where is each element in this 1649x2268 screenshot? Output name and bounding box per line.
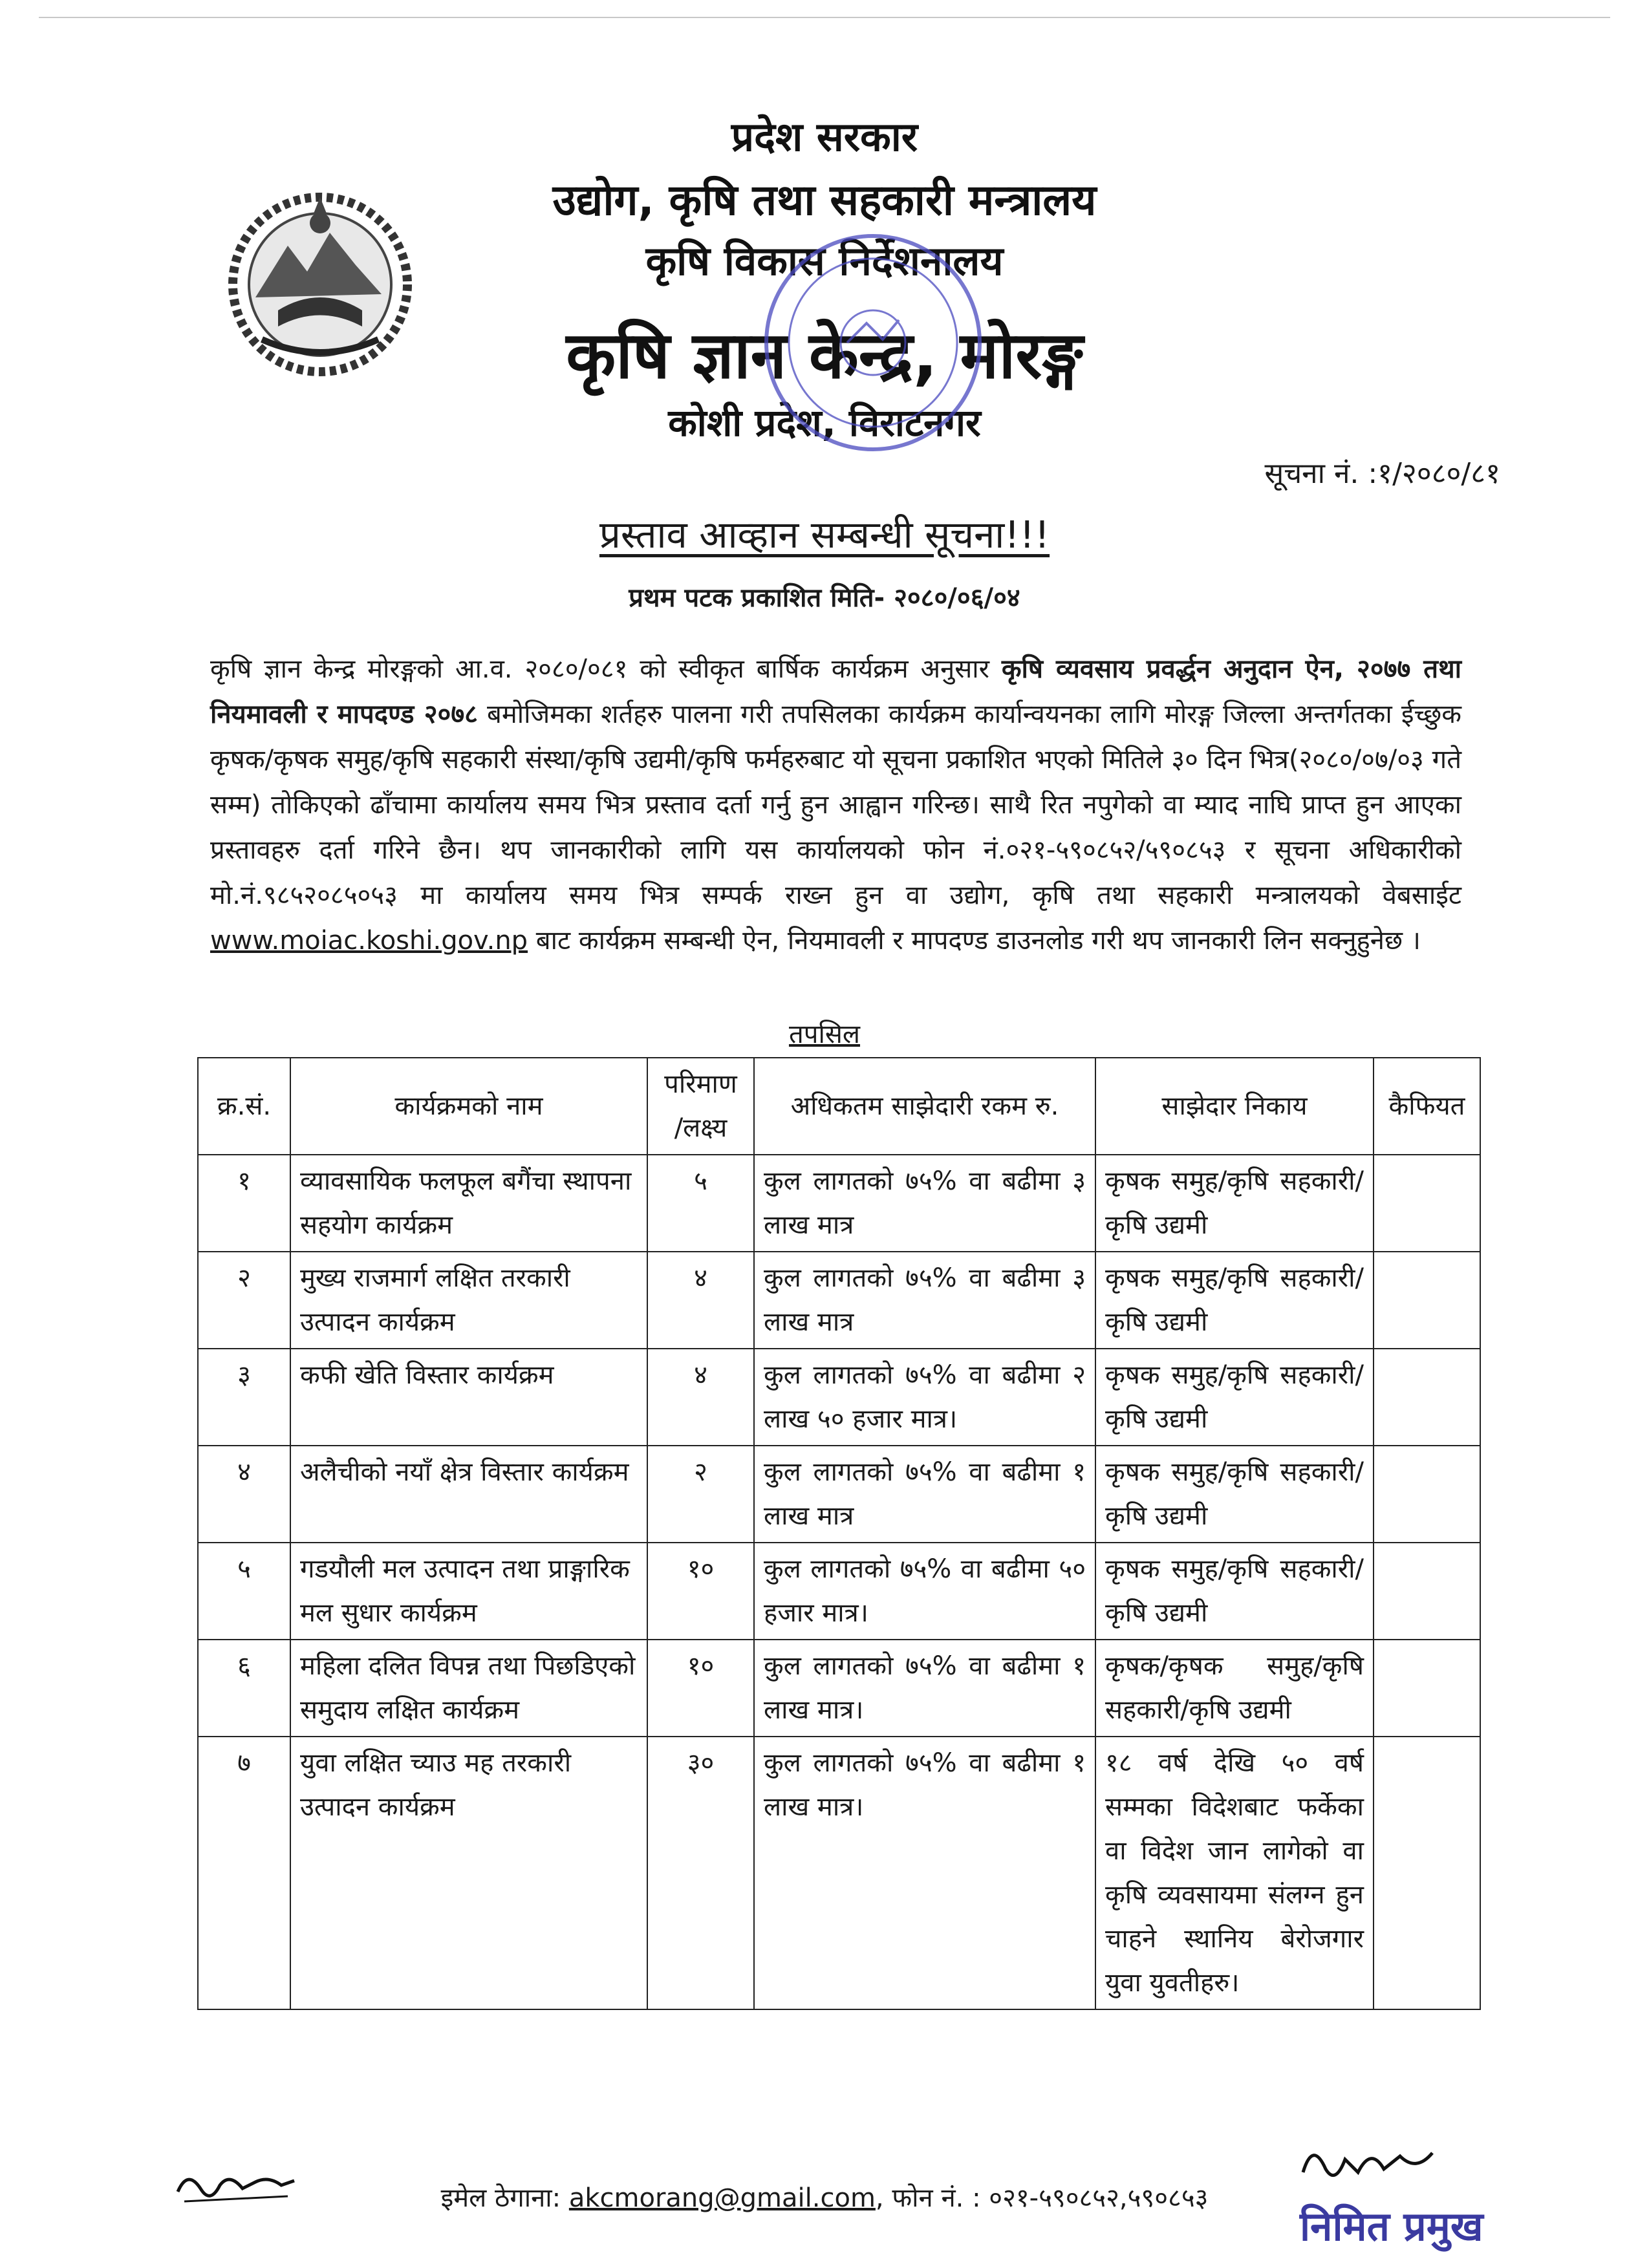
signature-right-icon [1293, 2134, 1461, 2205]
body-text-act: कृषि व्यवसाय प्रवर्द्धन अनुदान ऐन, २०७७ तथा नियमावली र मापदण्ड २०७८ [210, 654, 1461, 729]
body-text-intro: कृषि ज्ञान केन्द्र मोरङ्गको आ.व. २०८०/०८१ को स्वीकृत बार्षिक कार्यक्रम अनुसार [210, 654, 1002, 684]
cell-quantity: १० [647, 1640, 754, 1737]
top-border-line [39, 17, 1610, 18]
cell-max-amount: कुल लागतको ७५% वा बढीमा १ लाख मात्र। [754, 1640, 1095, 1737]
footer-email-label: इमेल ठेगाना: [440, 2183, 569, 2213]
cell-quantity: १० [647, 1543, 754, 1640]
footer-phone: , फोन नं. : ०२१-५९०८५२,५९०८५३ [875, 2183, 1209, 2213]
cell-program-name: गडयौली मल उत्पादन तथा प्राङ्गारिक मल सुधार कार्यक्रम [290, 1543, 647, 1640]
table-row [198, 1446, 1480, 1543]
cell-remarks [1374, 1155, 1480, 1252]
cell-max-amount: कुल लागतको ७५% वा बढीमा १ लाख मात्र। [754, 1737, 1095, 2009]
cell-serial: ४ [198, 1446, 290, 1543]
cell-quantity: ४ [647, 1252, 754, 1349]
table-header-row [198, 1058, 1480, 1155]
notice-title [0, 508, 1649, 559]
cell-remarks [1374, 1737, 1480, 2009]
notice-number: सूचना नं. :१/२०८०/८१ [1264, 457, 1500, 490]
table-row [198, 1640, 1480, 1737]
header-office-address: कोशी प्रदेश, विराटनगर [668, 401, 981, 445]
schedule-label: तपसिल [788, 1020, 861, 1049]
cell-remarks [1374, 1543, 1480, 1640]
acting-chief-stamp: निमित प्रमुख [1300, 2203, 1483, 2250]
table-row [198, 1252, 1480, 1349]
notice-title-text: प्रस्ताव आव्हान सम्बन्धी सूचना!!! [599, 513, 1050, 557]
notice-body-paragraph [210, 647, 1461, 963]
table-row [198, 1543, 1480, 1640]
cell-partner: कृषक समुह/कृषि सहकारी/कृषि उद्यमी [1095, 1252, 1374, 1349]
cell-serial: ५ [198, 1543, 290, 1640]
cell-serial: २ [198, 1252, 290, 1349]
ministry-website-link[interactable]: www.moiac.koshi.gov.np [210, 926, 528, 956]
cell-program-name: मुख्य राजमार्ग लक्षित तरकारी उत्पादन कार्यक्रम [290, 1252, 647, 1349]
cell-partner: कृषक समुह/कृषि सहकारी/कृषि उद्यमी [1095, 1543, 1374, 1640]
program-table [197, 1057, 1481, 2010]
cell-program-name: कफी खेति विस्तार कार्यक्रम [290, 1349, 647, 1446]
cell-partner: कृषक/कृषक समुह/कृषि सहकारी/कृषि उद्यमी [1095, 1640, 1374, 1737]
cell-remarks [1374, 1349, 1480, 1446]
cell-partner: कृषक समुह/कृषि सहकारी/कृषि उद्यमी [1095, 1155, 1374, 1252]
header-serial: क्र.सं. [198, 1058, 290, 1155]
header-ministry: उद्योग, कृषि तथा सहकारी मन्त्रालय [552, 175, 1097, 225]
cell-max-amount: कुल लागतको ७५% वा बढीमा १ लाख मात्र [754, 1446, 1095, 1543]
body-text-closing: बाट कार्यक्रम सम्बन्धी ऐन, नियमावली र मापदण्ड डाउनलोड गरी थप जानकारी लिन सक्नुहुनेछ । [528, 926, 1421, 956]
cell-partner: १८ वर्ष देखि ५० वर्ष सम्मका विदेशबाट फर्केका वा विदेश जान लागेको वा कृषि व्यवसायमा संलग्न हुन चाहने स्थानिय बेरोजगार युवा युवतीहरु। [1095, 1737, 1374, 2009]
cell-remarks [1374, 1446, 1480, 1543]
footer-email-link[interactable]: akcmorang@gmail.com [568, 2183, 876, 2213]
header-quantity: परिमाण /लक्ष्य [647, 1058, 754, 1155]
cell-partner: कृषक समुह/कृषि सहकारी/कृषि उद्यमी [1095, 1446, 1374, 1543]
cell-max-amount: कुल लागतको ७५% वा बढीमा ३ लाख मात्र [754, 1252, 1095, 1349]
office-seal-stamp-icon [757, 213, 989, 472]
cell-remarks [1374, 1252, 1480, 1349]
cell-serial: ७ [198, 1737, 290, 2009]
table-row [198, 1349, 1480, 1446]
header-directorate: कृषि विकास निर्देशनालय [645, 237, 1004, 284]
header-remarks: कैफियत [1374, 1058, 1480, 1155]
cell-max-amount: कुल लागतको ७५% वा बढीमा ५० हजार मात्र। [754, 1543, 1095, 1640]
cell-program-name: महिला दलित विपन्न तथा पिछडिएको समुदाय लक्षित कार्यक्रम [290, 1640, 647, 1737]
table-row [198, 1737, 1480, 2009]
cell-program-name: युवा लक्षित च्याउ मह तरकारी उत्पादन कार्यक्रम [290, 1737, 647, 2009]
table-row [198, 1155, 1480, 1252]
header-province-government: प्रदेश सरकार [731, 113, 918, 160]
program-table-body [198, 1155, 1480, 2009]
header-office-name: कृषि ज्ञान केन्द्र, मोरङ्ग [566, 317, 1083, 393]
cell-serial: १ [198, 1155, 290, 1252]
header-max-amount: अधिकतम साझेदारी रकम रु. [754, 1058, 1095, 1155]
cell-quantity: २ [647, 1446, 754, 1543]
cell-max-amount: कुल लागतको ७५% वा बढीमा ३ लाख मात्र [754, 1155, 1095, 1252]
body-text-main: बमोजिमका शर्तहरु पालना गरी तपसिलका कार्यक्रम कार्यान्वयनका लागि मोरङ्ग जिल्ला अन्तर्गतका ईच्छुक कृषक/कृषक समुह/कृषि सहकारी संस्था/कृषि उद्यमी/कृषि फर्महरुबाट यो सूचना प्रकाशित भएको मितिले ३० दिन भित्र(२०८०/०७/०३ गते सम्म) तोकिएको ढाँचामा कार्यालय समय भित्र प्रस्ताव दर्ता गर्नु हुन आह्वान गरिन्छ। साथै रित नपुगेको वा म्याद नाघि प्राप्त हुन आएका प्रस्तावहरु दर्ता गरिने छैन। थप जानकारीको लागि यस कार्यालयको फोन नं.०२१-५९०८५२/५९०८५३ र सूचना अधिकारीको मो.नं.९८५२०८५०५३ मा कार्यालय समय भित्र सम्पर्क राख्न हुन वा उद्योग, कृषि तथा सहकारी मन्त्रालयको वेबसाईट [210, 700, 1461, 910]
cell-max-amount: कुल लागतको ७५% वा बढीमा २ लाख ५० हजार मात्र। [754, 1349, 1095, 1446]
cell-serial: ६ [198, 1640, 290, 1737]
published-date: प्रथम पटक प्रकाशित मिति- २०८०/०६/०४ [629, 583, 1020, 613]
cell-quantity: ४ [647, 1349, 754, 1446]
cell-quantity: ५ [647, 1155, 754, 1252]
cell-serial: ३ [198, 1349, 290, 1446]
cell-program-name: व्यावसायिक फलफूल बगैंचा स्थापना सहयोग कार्यक्रम [290, 1155, 647, 1252]
header-partner: साझेदार निकाय [1095, 1058, 1374, 1155]
cell-partner: कृषक समुह/कृषि सहकारी/कृषि उद्यमी [1095, 1349, 1374, 1446]
header-program-name: कार्यक्रमको नाम [290, 1058, 647, 1155]
cell-quantity: ३० [647, 1737, 754, 2009]
cell-program-name: अलैचीको नयाँ क्षेत्र विस्तार कार्यक्रम [290, 1446, 647, 1543]
cell-remarks [1374, 1640, 1480, 1737]
